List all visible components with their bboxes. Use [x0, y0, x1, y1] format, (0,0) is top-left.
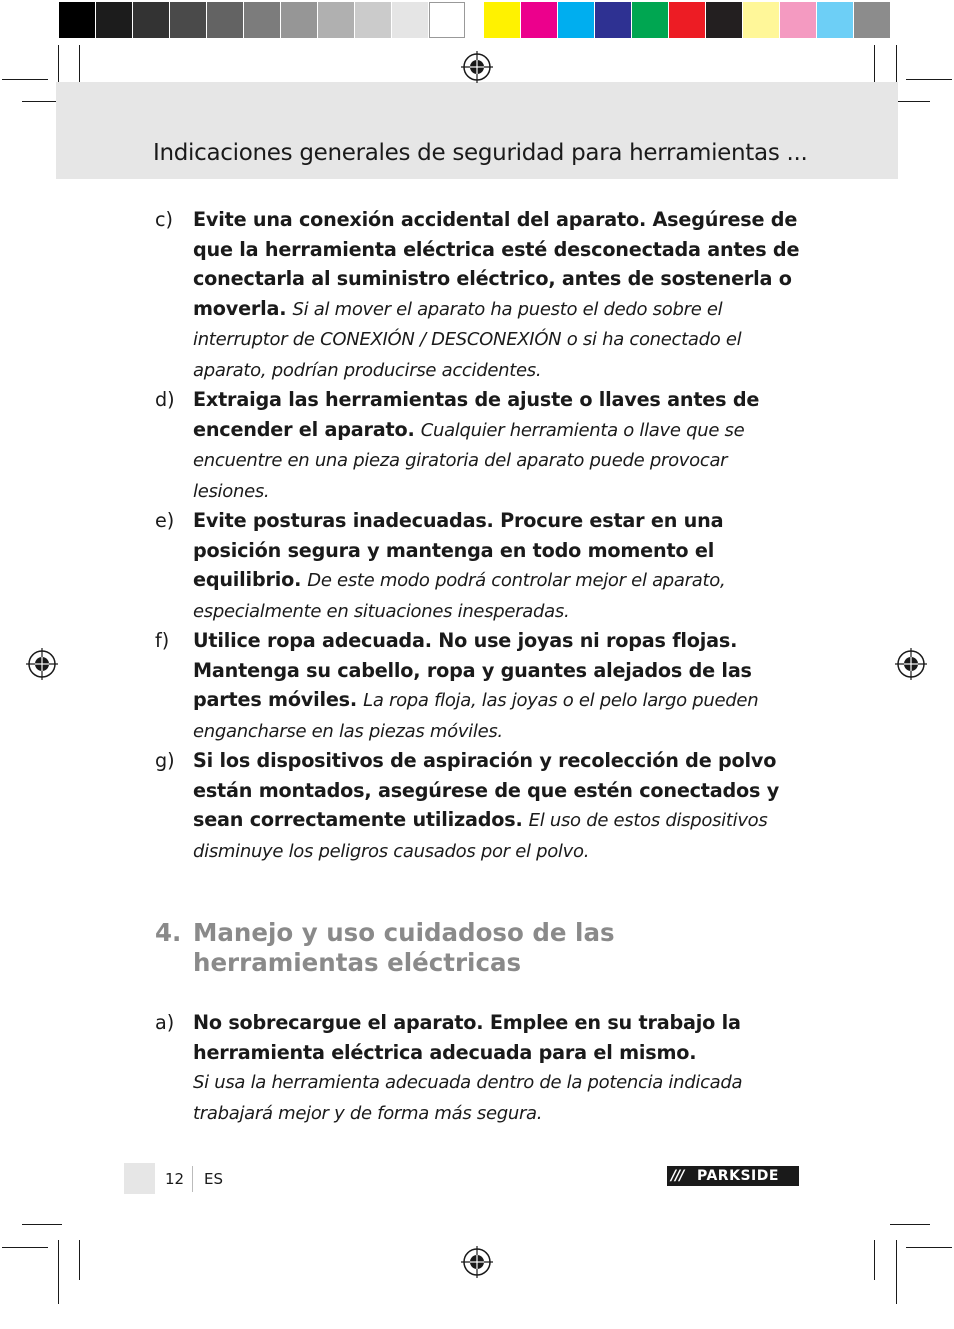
section-number: 4. [155, 918, 182, 947]
gray-swatch [318, 2, 354, 38]
list-item [155, 746, 805, 866]
gray-swatch [244, 2, 280, 38]
color-swatch [632, 2, 668, 38]
crop-mark [58, 1240, 59, 1304]
item-bold-text: Si los dispositivos de aspiración y recolección de polvo están montados, asegúrese de que estén conectados y sean correctamente utilizados. [193, 749, 780, 831]
registration-mark-icon [26, 648, 58, 680]
parkside-logo [667, 1166, 799, 1186]
item-italic-text: La ropa floja, las joyas o el pelo largo pueden engancharse en las piezas móviles. [193, 690, 759, 742]
crop-mark [906, 79, 952, 80]
item-label: a) [155, 1011, 175, 1034]
color-calibration-bar [484, 2, 891, 38]
logo-slashes-icon: /// [671, 1168, 684, 1184]
item-label: c) [155, 208, 174, 231]
color-swatch [743, 2, 779, 38]
crop-mark [22, 1224, 62, 1225]
section-title-line: herramientas eléctricas [193, 948, 522, 977]
crop-mark [874, 1240, 875, 1280]
section-heading [155, 918, 805, 978]
crop-mark [2, 1247, 48, 1248]
gray-swatch [429, 2, 465, 38]
list-item [155, 626, 805, 746]
crop-mark [2, 79, 48, 80]
header-band [56, 82, 898, 179]
footer-page-box [124, 1163, 155, 1194]
item-italic-text: Si usa la herramienta adecuada dentro de la potencia indicada trabajará mejor y de forma más segura. [193, 1072, 743, 1124]
item-label: g) [155, 749, 175, 772]
registration-mark-icon [461, 51, 493, 83]
color-swatch [558, 2, 594, 38]
logo-brand-name: PARKSIDE [697, 1168, 779, 1184]
crop-mark [906, 1247, 952, 1248]
item-label: f) [155, 629, 170, 652]
crop-mark [79, 1240, 80, 1280]
registration-mark-icon [461, 1246, 493, 1278]
gray-swatch [281, 2, 317, 38]
color-swatch [780, 2, 816, 38]
item-label: d) [155, 388, 175, 411]
item-italic-text: El uso de estos dispositivos disminuye los peligros causados por el polvo. [193, 810, 768, 862]
list-item [155, 506, 805, 626]
crop-mark [890, 1224, 930, 1225]
color-swatch [669, 2, 705, 38]
gray-swatch [59, 2, 95, 38]
list-item [155, 1008, 805, 1128]
color-swatch [817, 2, 853, 38]
gray-swatch [96, 2, 132, 38]
item-italic-text: Cualquier herramienta o llave que se encuentre en una pieza giratoria del aparato puede provocar lesiones. [193, 419, 745, 502]
item-bold-text: Utilice ropa adecuada. No use joyas ni ropas flojas. Mantenga su cabello, ropa y guantes alejados de las partes móviles. [193, 629, 752, 711]
section-title-line: Manejo y uso cuidadoso de las [193, 918, 615, 947]
color-swatch [521, 2, 557, 38]
item-italic-text: Si al mover el aparato ha puesto el dedo sobre el interruptor de CONEXIÓN / DESCONEXIÓN o si ha conectado el aparato, podrían producirse accidentes. [193, 298, 742, 381]
language-code: ES [204, 1170, 223, 1188]
crop-mark [79, 45, 80, 85]
grayscale-calibration-bar [59, 2, 466, 38]
gray-swatch [207, 2, 243, 38]
registration-mark-icon [895, 648, 927, 680]
color-swatch [595, 2, 631, 38]
gray-swatch [170, 2, 206, 38]
item-bold-text: No sobrecargue el aparato. Emplee en su trabajo la herramienta eléctrica adecuada para el mismo. [193, 1011, 741, 1064]
gray-swatch [392, 2, 428, 38]
gray-swatch [133, 2, 169, 38]
page-title: Indicaciones generales de seguridad para herramientas ... [153, 140, 808, 166]
main-content [155, 205, 805, 1128]
color-swatch [854, 2, 890, 38]
item-italic-text: De este modo podrá controlar mejor el aparato, especialmente en situaciones inesperadas. [193, 570, 726, 622]
crop-mark [874, 45, 875, 85]
color-swatch [484, 2, 520, 38]
crop-mark [896, 1240, 897, 1304]
item-label: e) [155, 509, 175, 532]
item-bold-text: Evite una conexión accidental del aparato. Asegúrese de que la herramienta eléctrica esté desconectada antes de conectarla al suministro eléctrico, antes de sostenerla o moverla. [193, 208, 800, 320]
list-item [155, 205, 805, 385]
page-number: 12 [165, 1170, 185, 1188]
item-bold-text: Extraiga las herramientas de ajuste o llaves antes de encender el aparato. [193, 388, 760, 441]
footer-divider [192, 1166, 193, 1192]
item-bold-text: Evite posturas inadecuadas. Procure estar en una posición segura y mantenga en todo momento el equilibrio. [193, 509, 724, 591]
list-item [155, 385, 805, 506]
color-swatch [706, 2, 742, 38]
gray-swatch [355, 2, 391, 38]
